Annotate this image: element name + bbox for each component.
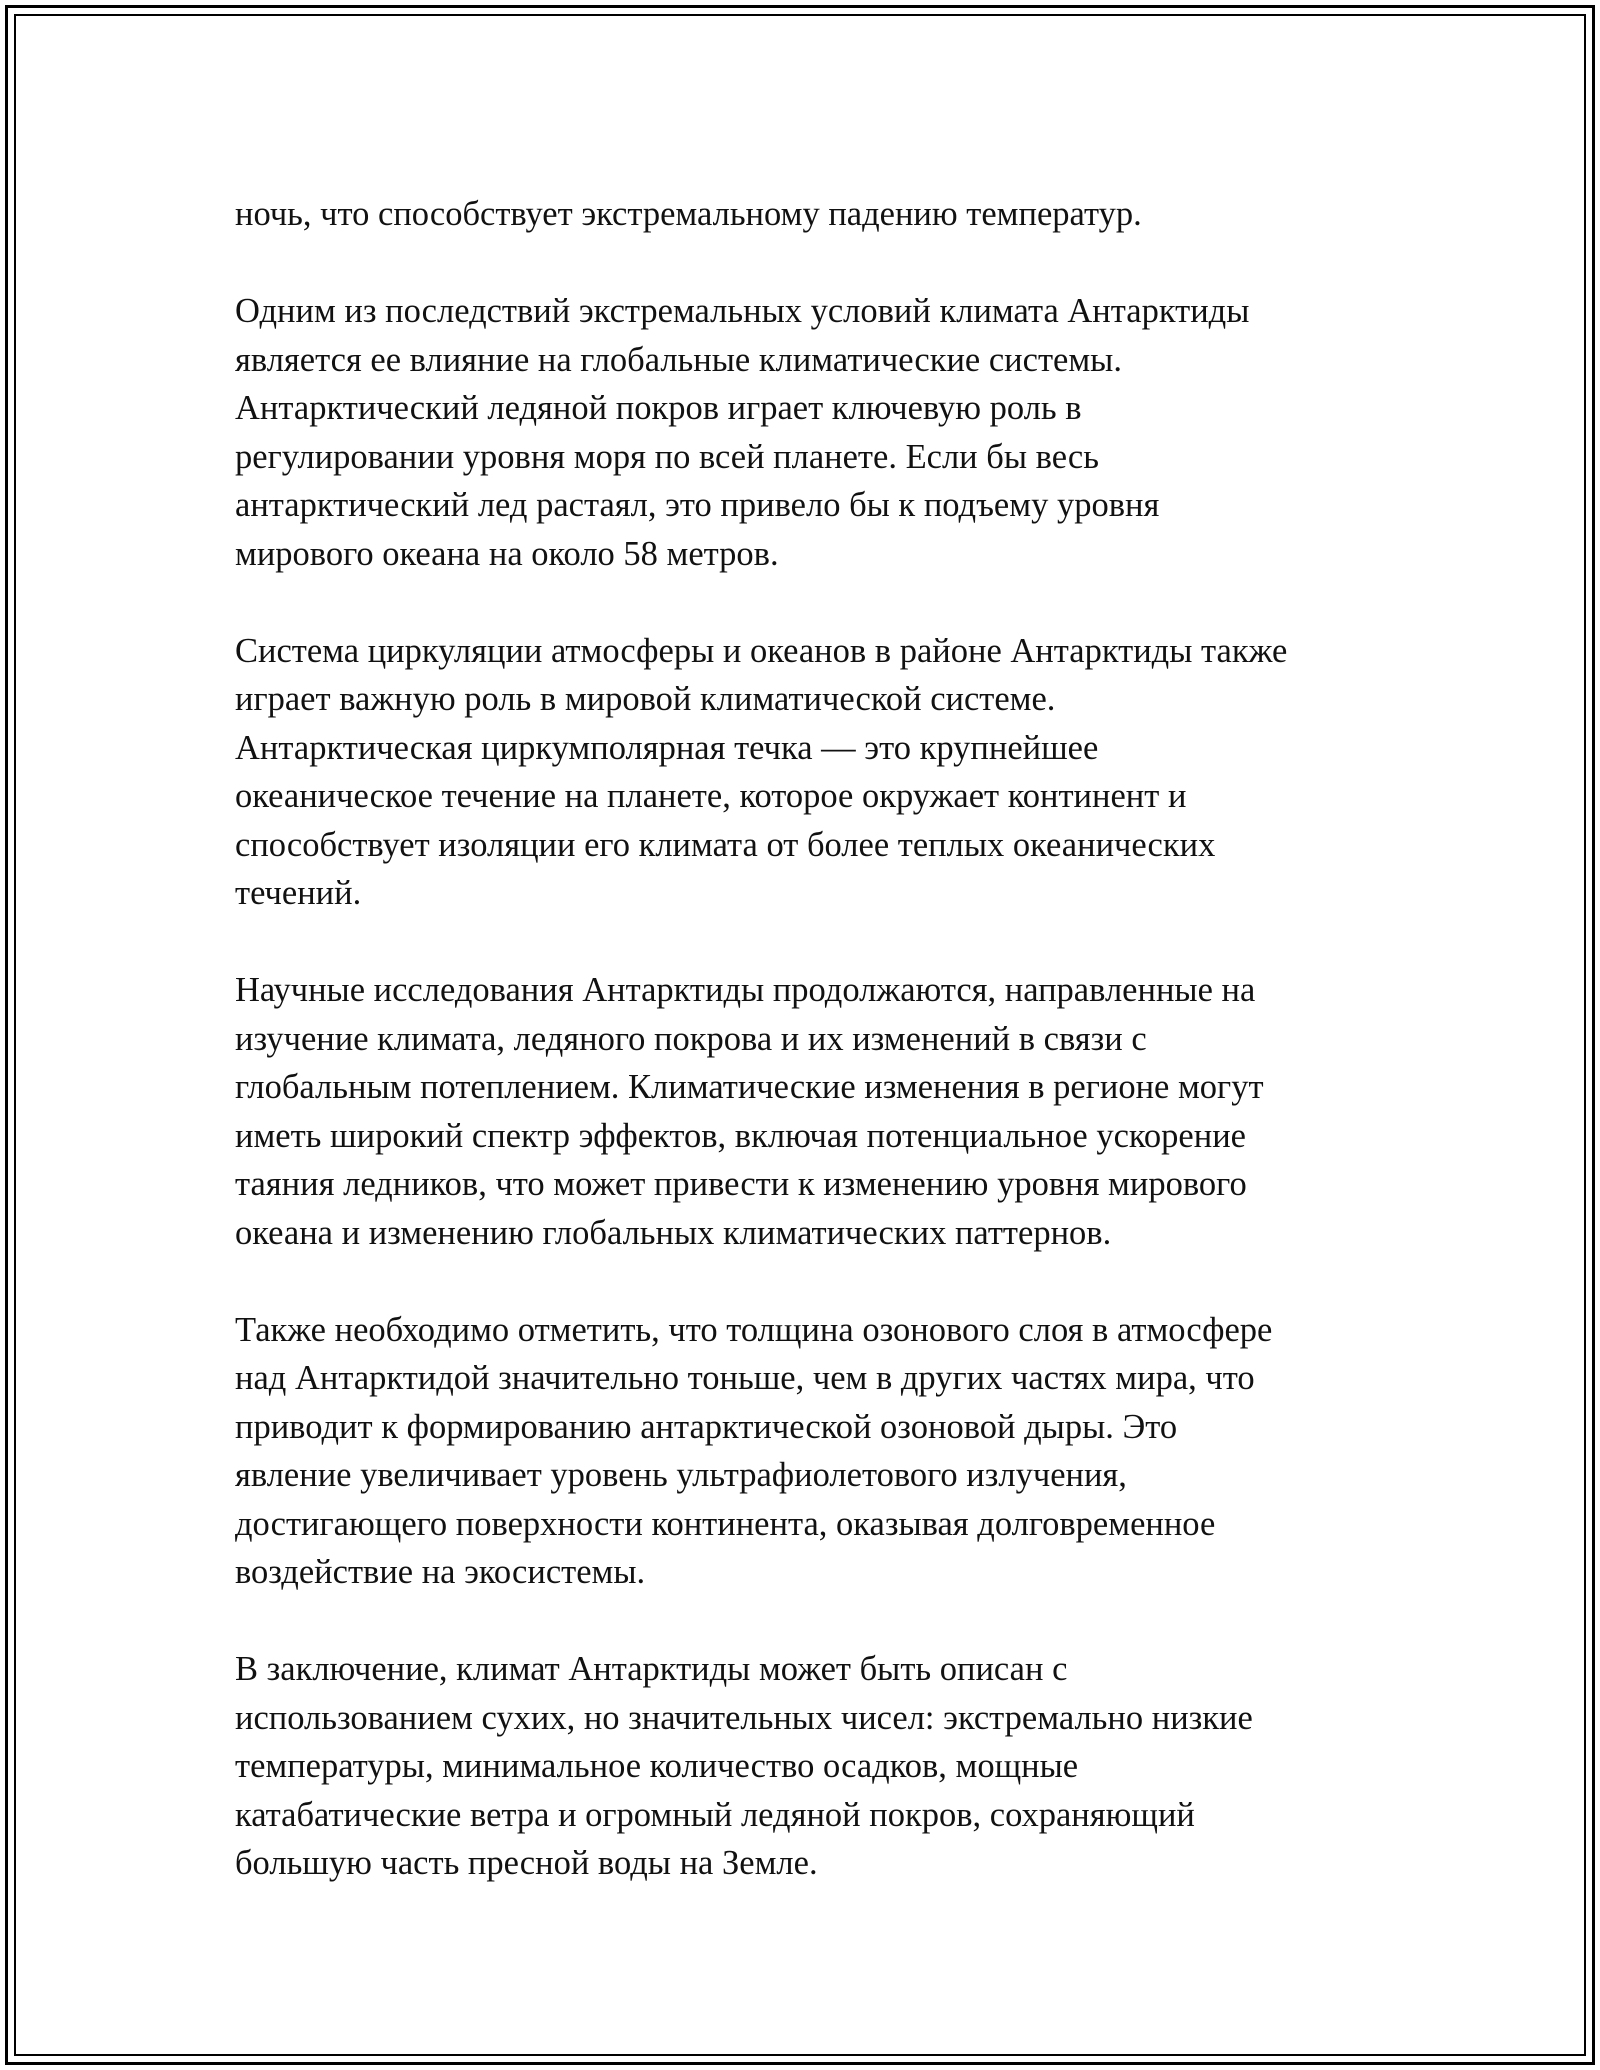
text-line: Антарктический ледяной покров играет ключевую роль в xyxy=(235,389,1082,427)
text-line: мирового океана на около 58 метров. xyxy=(235,534,779,573)
text-line: использованием сухих, но значительных чисел: экстремально низкие xyxy=(235,1698,1253,1737)
document-body xyxy=(235,190,1380,1936)
text-line: Также необходимо отметить, что толщина озонового слоя в атмосфере xyxy=(235,1310,1273,1349)
text-line: является ее влияние на глобальные климатические системы. xyxy=(235,340,1122,379)
text-line: температуры, минимальное количество осадков, мощные xyxy=(235,1747,1079,1785)
text-line: глобальным потеплением. Климатические изменения в регионе могут xyxy=(235,1068,1264,1106)
paragraph-1 xyxy=(235,190,1380,239)
text-line: способствует изоляции его климата от более теплых океанических xyxy=(235,825,1216,864)
paragraph-6 xyxy=(235,1645,1380,1888)
paragraph-2 xyxy=(235,287,1380,578)
text-line: регулировании уровня моря по всей планете. Если бы весь xyxy=(235,437,1099,476)
text-line: явление увеличивает уровень ультрафиолетового излучения, xyxy=(235,1456,1127,1494)
text-line: над Антарктидой значительно тоньше, чем в других частях мира, что xyxy=(235,1359,1255,1397)
paragraph-3 xyxy=(235,627,1380,918)
text-line: течений. xyxy=(235,874,362,912)
text-line: В заключение, климат Антарктиды может быть описан с xyxy=(235,1650,1068,1688)
text-line: воздействие на экосистемы. xyxy=(235,1553,646,1591)
text-line: достигающего поверхности континента, оказывая долговременное xyxy=(235,1504,1216,1543)
text-line: океаническое течение на планете, которое окружает континент и xyxy=(235,777,1187,815)
text-line: изучение климата, ледяного покрова и их изменений в связи с xyxy=(235,1019,1147,1058)
text-line: океана и изменению глобальных климатических паттернов. xyxy=(235,1213,1112,1252)
text-line: Антарктическая циркумполярная течка — это крупнейшее xyxy=(235,728,1099,767)
text-line: приводит к формированию антарктической озоновой дыры. Это xyxy=(235,1407,1178,1446)
text-line: антарктический лед растаял, это привело бы к подъему уровня xyxy=(235,486,1160,524)
text-line: Одним из последствий экстремальных условий климата Антарктиды xyxy=(235,292,1250,330)
text-line: ночь, что способствует экстремальному падению температур. xyxy=(235,195,1142,233)
text-line: играет важную роль в мировой климатической системе. xyxy=(235,680,1056,718)
paragraph-4 xyxy=(235,966,1380,1257)
text-line: таяния ледников, что может привести к изменению уровня мирового xyxy=(235,1165,1247,1203)
text-line: иметь широкий спектр эффектов, включая потенциальное ускорение xyxy=(235,1116,1246,1155)
paragraph-5 xyxy=(235,1306,1380,1597)
text-line: Система циркуляции атмосферы и океанов в районе Антарктиды также xyxy=(235,631,1288,670)
text-line: большую часть пресной воды на Земле. xyxy=(235,1844,818,1882)
text-line: катабатические ветра и огромный ледяной покров, сохраняющий xyxy=(235,1795,1195,1834)
text-line: Научные исследования Антарктиды продолжаются, направленные на xyxy=(235,971,1256,1009)
